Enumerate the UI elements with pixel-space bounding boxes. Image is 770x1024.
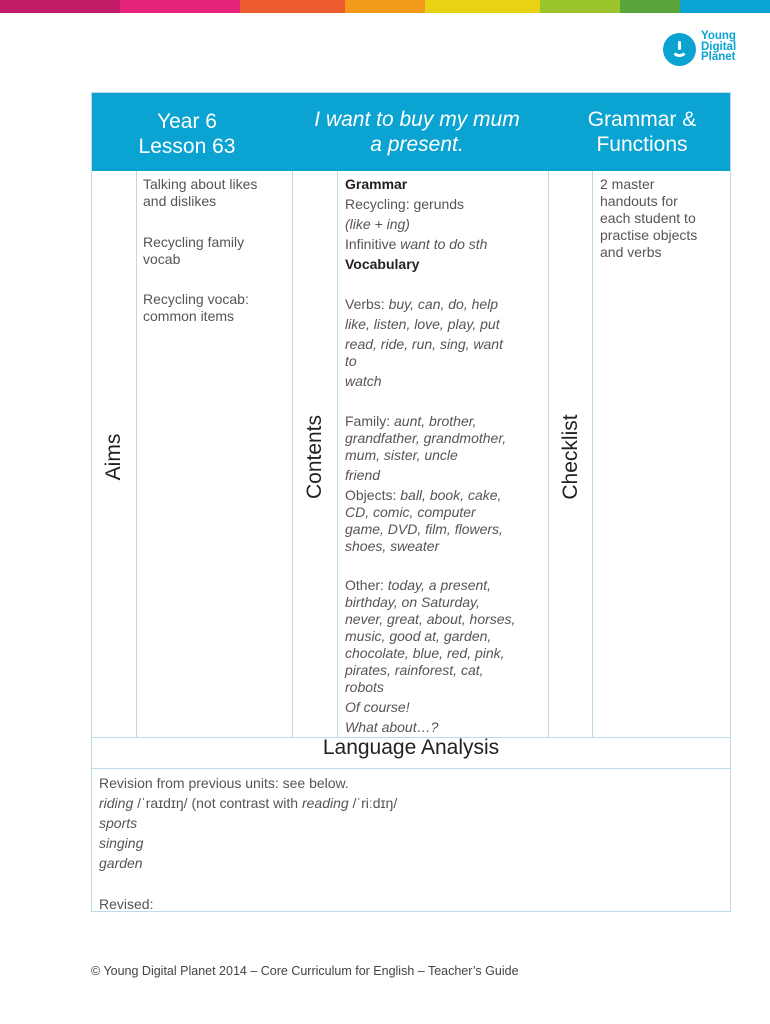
checklist-text: 2 master handouts for each student to practise objects and verbs	[600, 176, 698, 260]
checklist-label: Checklist	[559, 414, 582, 500]
contents-list: Grammar Recycling: gerunds (like + ing) Infinitive want to do sth Vocabulary Verbs: buy, can, do, help like, listen, love, play, put read, ride, run, sing, want to watch Family: aunt, brother, grandfather, grandmother, mum, sister, uncle friend Objects: ball, book, cake, CD, comic, computer game, DVD, film, flowers, shoes, sweater Other: today, a present, birthday, on Saturday, never, great, about, horses, music, good at, garden, chocolate, blue, red, pink, pirates, rainforest, cat, robots Of course! What about…?	[345, 176, 516, 735]
aims-label: Aims	[102, 433, 125, 481]
color-bar-segment	[240, 0, 345, 13]
smiley-icon	[663, 33, 696, 66]
color-bar-segment	[425, 0, 540, 13]
color-bar-segment	[0, 0, 120, 13]
lesson-title: I want to buy my mum a present.	[314, 108, 520, 156]
color-bar-segment	[120, 0, 240, 13]
language-analysis-body: Revision from previous units: see below. riding /ˈraɪdɪŋ/ (not contrast with reading /ˈriːdɪŋ/ sports singing garden Revised:	[99, 775, 398, 912]
aims-list: Talking about likes and dislikes Recycling family vocab Recycling vocab: common items	[143, 176, 258, 324]
table-header	[92, 93, 730, 171]
footer: © Young Digital Planet 2014 – Core Curriculum for English – Teacher’s Guide	[91, 964, 519, 978]
top-color-bar	[0, 0, 770, 13]
logo	[663, 30, 753, 70]
lesson-table	[91, 92, 731, 912]
grammar-functions-heading: Grammar & Functions	[587, 108, 697, 156]
color-bar-segment	[620, 0, 680, 13]
color-bar-segment	[540, 0, 620, 13]
language-analysis-title: Language Analysis	[322, 736, 500, 759]
logo-text: Young Digital Planet	[701, 30, 737, 63]
contents-label: Contents	[303, 414, 326, 500]
color-bar-segment	[680, 0, 770, 13]
year-lesson: Year 6 Lesson 63	[138, 110, 236, 158]
color-bar-segment	[345, 0, 425, 13]
